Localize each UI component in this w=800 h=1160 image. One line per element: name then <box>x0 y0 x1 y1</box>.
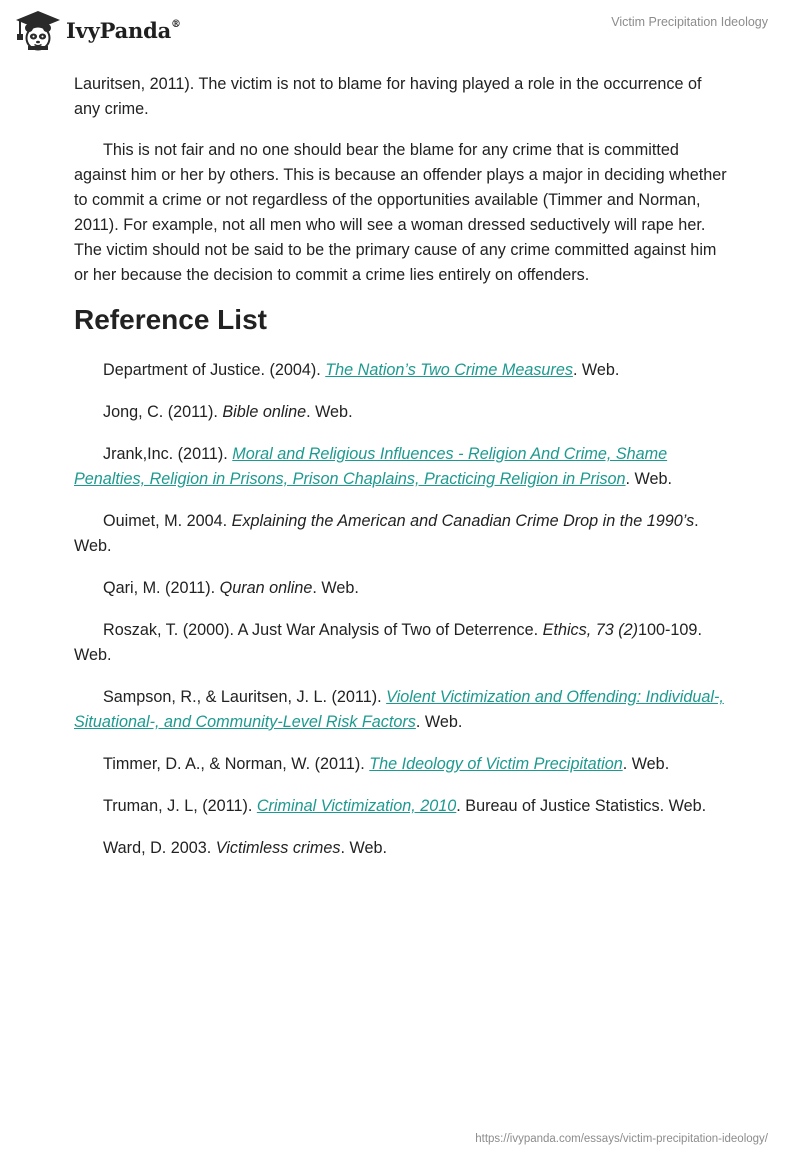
reference-item: Department of Justice. (2004). The Nation’s Two Crime Measures. Web. <box>103 361 620 379</box>
reference-item: Timmer, D. A., & Norman, W. (2011). The Ideology of Victim Precipitation. Web. <box>103 755 670 773</box>
reference-item: Ward, D. 2003. Victimless crimes. Web. <box>103 839 387 857</box>
essay-content <box>74 72 728 878</box>
reference-link[interactable]: Violent Victimization and Offending: Individual-, Situational-, and Community-Level Risk Factors <box>74 688 724 731</box>
reference-item: Roszak, T. (2000). A Just War Analysis of Two of Deterrence. Ethics, 73 (2)100-109. Web. <box>74 621 702 664</box>
reference-list <box>74 358 728 861</box>
body-paragraph-1: Lauritsen, 2011). The victim is not to blame for having played a role in the occurrence of any crime. <box>74 75 702 118</box>
reference-item: Truman, J. L, (2011). Criminal Victimization, 2010. Bureau of Justice Statistics. Web. <box>103 797 707 815</box>
reference-list-heading: Reference List <box>74 304 267 335</box>
reference-title: Quran online <box>219 579 313 597</box>
reference-link[interactable]: Criminal Victimization, 2010 <box>256 797 457 815</box>
reference-item: Jong, C. (2011). Bible online. Web. <box>103 403 353 421</box>
reference-item: Sampson, R., & Lauritsen, J. L. (2011). Violent Victimization and Offending: Individual-, Situational-, and Community-Level Risk Factors. Web. <box>74 688 724 731</box>
reference-title: Bible online <box>222 403 307 421</box>
reference-item: Qari, M. (2011). Quran online. Web. <box>103 579 359 597</box>
reference-title: Victimless crimes <box>215 839 341 857</box>
reference-link[interactable]: The Ideology of Victim Precipitation <box>369 755 623 773</box>
reference-item: Jrank,Inc. (2011). Moral and Religious Influences - Religion And Crime, Shame Penalties, Religion in Prisons, Prison Chaplains, Practicing Religion in Prison. Web. <box>74 445 673 488</box>
reference-link[interactable]: Moral and Religious Influences - Religion And Crime, Shame Penalties, Religion in Prisons, Prison Chaplains, Practicing Religion in Prison <box>74 445 668 488</box>
page-header <box>0 0 800 70</box>
body-paragraph-2: This is not fair and no one should bear the blame for any crime that is committed against him or her by others. This is because an offender plays a major in deciding whether to commit a crime or not regardless of the opportunities available (Timmer and Norman, 2011). For example, not all men who will see a woman dressed seductively will rape her. The victim should not be said to be the primary cause of any crime committed against him or her because the decision to commit a crime lies entirely on offenders. <box>74 141 727 284</box>
footer-source-url[interactable]: https://ivypanda.com/essays/victim-precipitation-ideology/ <box>475 1133 768 1145</box>
panda-graduate-icon <box>14 9 62 51</box>
reference-item: Ouimet, M. 2004. Explaining the American and Canadian Crime Drop in the 1990’s. Web. <box>74 512 699 555</box>
ivypanda-logo[interactable] <box>14 9 181 51</box>
reference-title: Ethics, 73 (2) <box>542 621 639 639</box>
reference-link[interactable]: The Nation’s Two Crime Measures <box>325 361 573 379</box>
reference-title: Explaining the American and Canadian Crime Drop in the 1990’s <box>231 512 695 530</box>
logo-wordmark: IvyPanda® <box>66 17 181 43</box>
running-title: Victim Precipitation Ideology <box>611 15 768 29</box>
